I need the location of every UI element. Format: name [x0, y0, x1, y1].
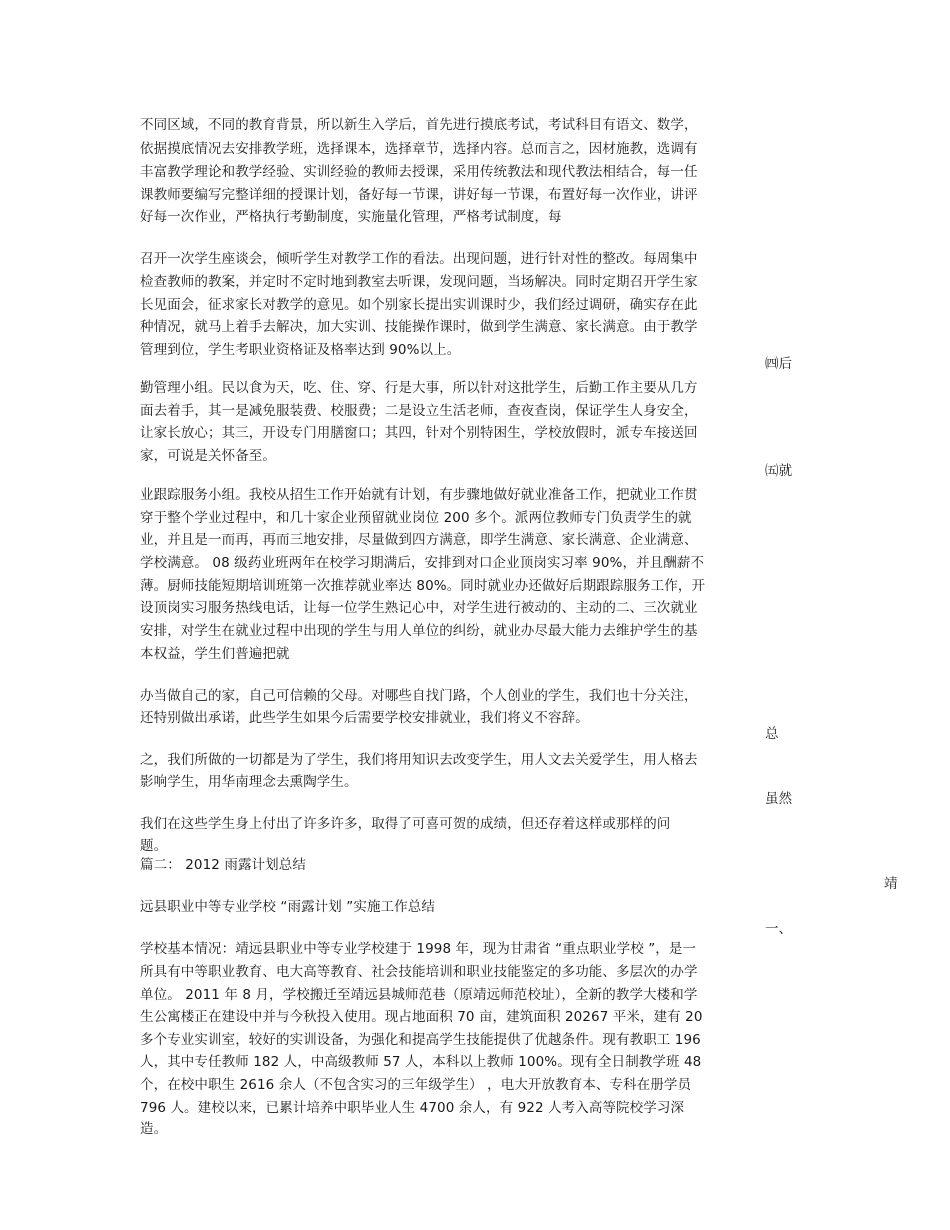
text-line: 家，可说是关怀备至。 — [140, 448, 276, 464]
text-line: 生公寓楼正在建设中并与今秋投入使用。现占地面积 70 亩，建筑面积 20267 平米，建有 20 — [140, 1009, 703, 1025]
section-marker: ㈣后 — [765, 356, 793, 372]
text-line: 多个专业实训室，较好的实训设备，为强化和提高学生技能提供了优越条件。现有教职工 196 — [140, 1032, 701, 1048]
text-line: 我们在这些学生身上付出了许多许多，取得了可喜可贺的成绩，但还存着这样或那样的问 — [140, 816, 671, 832]
text-line: 安排，对学生在就业过程中出现的学生与用人单位的纠纷，就业办尽最大能力去维护学生的基 — [140, 623, 698, 639]
text-line: 课教师要编写完整详细的授课计划，备好每一节课，讲好每一节课，布置好每一次作业，讲评 — [140, 187, 698, 203]
text-line: 设顶岗实习服务热线电话，让每一位学生熟记心中，对学生进行被动的、主动的二、三次就业 — [140, 600, 698, 616]
text-line: 召开一次学生座谈会，倾听学生对教学工作的看法。出现问题，进行针对性的整改。每周集中 — [140, 251, 698, 267]
text-line: 业跟踪服务小组。我校从招生工作开始就有计划，有步骤地做好就业准备工作，把就业工作贯 — [140, 487, 698, 503]
chapter-heading: 篇二： 2012 雨露计划总结 — [140, 857, 306, 873]
text-line: 依据摸底情况去安排教学班，选择课本，选择章节，选择内容。总而言之，因材施教，选调有 — [140, 141, 698, 157]
section-marker: 一、 — [765, 921, 793, 937]
text-line: 好每一次作业，严格执行考勤制度，实施量化管理，严格考试制度，每 — [140, 209, 562, 225]
text-line: 管理到位，学生考职业资格证及格率达到 90%以上。 — [140, 342, 461, 358]
text-line: 勤管理小组。民以食为天，吃、住、穿、行是大事，所以针对这批学生，后勤工作主要从几方 — [140, 380, 698, 396]
section-marker: 虽然 — [765, 791, 793, 807]
text-line: 人，其中专任教师 182 人，中高级教师 57 人，本科以上教师 100%。现有全日制教学班 48 — [140, 1054, 702, 1070]
text-line: 业，并且是一而再，再而三地安排，尽量做到四方满意，即学生满意、家长满意、企业满意、 — [140, 532, 698, 548]
text-line: 办当做自己的家，自己可信赖的父母。对哪些自找门路，个人创业的学生，我们也十分关注， — [140, 688, 698, 704]
section-marker: ㈤就 — [765, 463, 793, 479]
text-line: 796 人。建校以来，已累计培养中职毕业人生 4700 余人，有 922 人考入高等院校学习深 — [140, 1100, 685, 1116]
text-line: 题。 — [140, 838, 168, 854]
title-line: 远县职业中等专业学校 “雨露计划 ”实施工作总结 — [140, 899, 435, 915]
text-line: 不同区域，不同的教育背景，所以新生入学后，首先进行摸底考试，考试科目有语文、数学， — [140, 117, 698, 133]
text-line: 学校满意。 08 级药业班两年在校学习期满后，安排到对口企业顶岗实习率 90%，并且酬薪不 — [140, 555, 705, 571]
text-line: 长见面会，征求家长对教学的意见。如个别家长提出实训课时少，我们经过调研，确实存在此 — [140, 297, 698, 313]
text-line: 丰富教学理论和教学经验、实训经验的教师去授课，采用传统教法和现代教法相结合，每一任 — [140, 164, 698, 180]
text-line: 还特别做出承诺，此些学生如果今后需要学校安排就业，我们将义不容辞。 — [140, 710, 589, 726]
text-line: 薄。厨师技能短期培训班第一次推荐就业率达 80%。同时就业办还做好后期跟踪服务工作，开 — [140, 578, 706, 594]
text-line: 面去着手，其一是减免服装费、校服费；二是设立生活老师，查夜查岗，保证学生人身安全， — [140, 403, 698, 419]
text-line: 种情况，就马上着手去解决，加大实训、技能操作课时，做到学生满意、家长满意。由于教学 — [140, 319, 698, 335]
section-marker: 靖 — [884, 876, 898, 892]
text-line: 造。 — [140, 1121, 168, 1137]
text-line: 单位。 2011 年 8 月，学校搬迁至靖远县城师范巷（原靖远师范校址），全新的教学大楼和学 — [140, 987, 698, 1003]
section-marker: 总 — [765, 726, 779, 742]
text-line: 之，我们所做的一切都是为了学生，我们将用知识去改变学生，用人文去关爱学生，用人格去 — [140, 752, 698, 768]
text-line: 个，在校中职生 2616 余人（不包含实习的三年级学生） ，电大开放教育本、专科在册学员 — [140, 1077, 692, 1093]
text-line: 影响学生，用华南理念去熏陶学生。 — [140, 774, 358, 790]
text-line: 学校基本情况：靖远县职业中等专业学校建于 1998 年，现为甘肃省 “重点职业学校 ”，是一 — [140, 941, 697, 957]
text-line: 穿于整个学业过程中，和几十家企业预留就业岗位 200 多个。派两位教师专门负责学生的就 — [140, 510, 692, 526]
text-line: 让家长放心；其三，开设专门用膳窗口；其四，针对个别特困生，学校放假时，派专车接送回 — [140, 425, 698, 441]
text-line: 所具有中等职业教育、电大高等教育、社会技能培训和职业技能鉴定的多功能、多层次的办学 — [140, 964, 698, 980]
text-line: 检查教师的教案，并定时不定时地到教室去听课，发现问题，当场解决。同时定期召开学生家 — [140, 274, 698, 290]
text-line: 本权益，学生们普遍把就 — [140, 646, 290, 662]
